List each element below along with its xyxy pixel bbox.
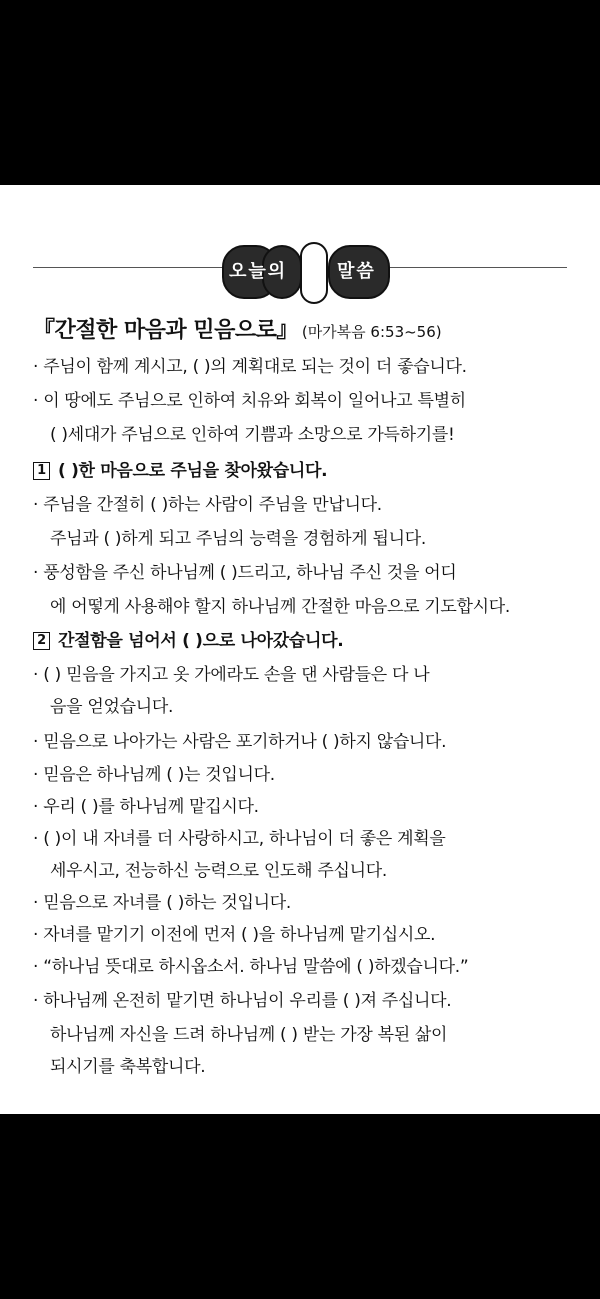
badge-right-text: 말씀 <box>337 261 376 282</box>
text-line: · 믿음으로 나아가는 사람은 포기하거나 ( )하지 않습니다. <box>33 732 447 752</box>
section-heading-1 <box>33 456 327 481</box>
text-line: · ( ) 믿음을 가지고 옷 가에라도 손을 댄 사람들은 다 나 <box>33 665 430 685</box>
text-line: 음을 얻었습니다. <box>50 697 174 717</box>
badge-pill-light <box>300 242 328 304</box>
text-line: · 하나님께 온전히 맡기면 하나님이 우리를 ( )져 주십니다. <box>33 991 452 1011</box>
text-line: 에 어떻게 사용해야 할지 하나님께 간절한 마음으로 기도합시다. <box>50 597 511 617</box>
text-line: · ( )이 내 자녀를 더 사랑하시고, 하나님이 더 좋은 계획을 <box>33 829 446 849</box>
scripture-reference: (마가복음 6:53~56) <box>301 323 442 341</box>
text-line: ( )세대가 주님으로 인하여 기쁨과 소망으로 가득하기를! <box>50 425 455 445</box>
text-line: · 믿음으로 자녀를 ( )하는 것입니다. <box>33 893 291 913</box>
text-line: · 믿음은 하나님께 ( )는 것입니다. <box>33 765 275 785</box>
text-line: · 주님이 함께 계시고, ( )의 계획대로 되는 것이 더 좋습니다. <box>33 357 467 377</box>
section-heading-2 <box>33 626 343 651</box>
text-line: · 주님을 간절히 ( )하는 사람이 주님을 만납니다. <box>33 495 382 515</box>
text-line: 세우시고, 전능하신 능력으로 인도해 주십니다. <box>50 861 387 881</box>
text-line: · 자녀를 맡기기 이전에 먼저 ( )을 하나님께 맡기십시오. <box>33 925 436 945</box>
section-number-box: 2 <box>33 632 50 650</box>
text-line: 되시기를 축복합니다. <box>50 1057 206 1077</box>
text-line: · 풍성함을 주신 하나님께 ( )드리고, 하나님 주신 것을 어디 <box>33 563 457 583</box>
section-heading-text: 간절함을 넘어서 ( )으로 나아갔습니다. <box>58 631 344 651</box>
text-line: · “하나님 뜻대로 하시옵소서. 하나님 말씀에 ( )하겠습니다.” <box>33 957 469 977</box>
header-banner <box>0 240 600 310</box>
section-heading-text: ( )한 마음으로 주님을 찾아왔습니다. <box>58 461 328 481</box>
section-number-box: 1 <box>33 462 50 480</box>
document-page <box>0 185 600 1114</box>
badge-left-text: 오늘의 <box>229 261 288 282</box>
text-line: 주님과 ( )하게 되고 주님의 능력을 경험하게 됩니다. <box>50 529 426 549</box>
text-line: 하나님께 자신을 드려 하나님께 ( ) 받는 가장 복된 삶이 <box>50 1025 448 1045</box>
text-line: · 우리 ( )를 하나님께 맡깁시다. <box>33 797 259 817</box>
text-line: · 이 땅에도 주님으로 인하여 치유와 회복이 일어나고 특별히 <box>33 391 466 411</box>
title-main: 『간절한 마음과 믿음으로』 <box>33 318 298 343</box>
sermon-title <box>33 313 442 344</box>
